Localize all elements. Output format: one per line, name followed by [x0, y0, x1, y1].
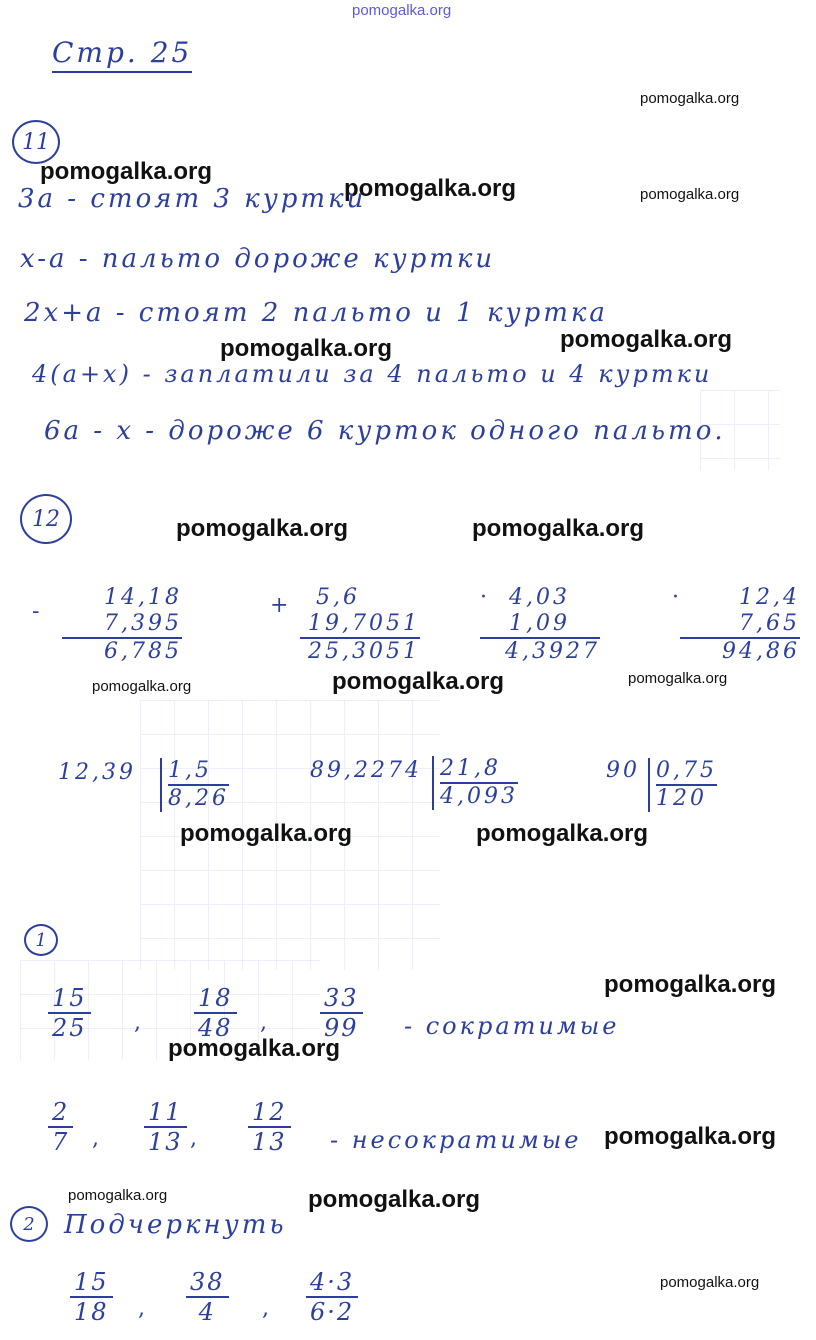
- task11-line: 6a - x - дороже 6 курток одного пальто.: [44, 416, 726, 446]
- watermark: pomogalka.org: [92, 678, 192, 695]
- fraction-numerator: 38: [190, 1268, 225, 1296]
- watermark: pomogalka.org: [344, 175, 517, 202]
- separator: ,: [134, 1010, 141, 1035]
- watermark: pomogalka.org: [604, 971, 777, 998]
- irreducible-label: - несократимые: [330, 1126, 582, 1154]
- separator: ,: [92, 1126, 99, 1151]
- separator: ,: [260, 1010, 267, 1035]
- watermark: pomogalka.org: [220, 335, 393, 362]
- operation-sign: ·: [480, 585, 487, 610]
- fraction-numerator: 15: [74, 1268, 109, 1296]
- fraction-denominator: 13: [148, 1128, 183, 1156]
- division-quotient: 4,093: [440, 784, 518, 809]
- fraction-denominator: 7: [52, 1128, 70, 1156]
- division-box: [648, 758, 717, 812]
- operand: 1,09: [509, 611, 570, 636]
- task-number: 1: [35, 929, 47, 951]
- task11-line: 4(a+x) - заплатили за 4 пальто и 4 куртки: [32, 360, 713, 388]
- fraction-numerator: 2: [52, 1098, 70, 1126]
- page-reference: Стр. 25: [52, 36, 192, 73]
- operand: 4,03: [509, 585, 570, 610]
- watermark: pomogalka.org: [176, 515, 349, 542]
- division-dividend: 89,2274: [310, 758, 422, 783]
- column-operation: [672, 585, 800, 665]
- task11-line: 3a - стоят 3 куртки: [18, 184, 367, 214]
- fraction-denominator: 25: [52, 1014, 87, 1042]
- result: 94,86: [722, 639, 800, 664]
- division-box: [160, 758, 229, 812]
- watermark: pomogalka.org: [640, 186, 740, 203]
- operand: 14,18: [104, 585, 182, 610]
- division-dividend: 90: [606, 758, 640, 783]
- column-operation: [480, 585, 600, 665]
- task11-line: x-a - пальто дороже куртки: [20, 244, 496, 274]
- fraction: [252, 1098, 287, 1156]
- watermark: pomogalka.org: [68, 1187, 168, 1204]
- result: 25,3051: [308, 639, 420, 664]
- watermark: pomogalka.org: [180, 820, 353, 847]
- fraction-denominator: 13: [252, 1128, 287, 1156]
- fraction: [74, 1268, 109, 1326]
- fraction-numerator: 4·3: [310, 1268, 355, 1296]
- fraction: [324, 984, 359, 1042]
- operation-sign: -: [32, 599, 40, 624]
- fraction: [148, 1098, 183, 1156]
- watermark: pomogalka.org: [308, 1186, 481, 1213]
- watermark: pomogalka.org: [604, 1123, 777, 1150]
- operation-sign: +: [270, 593, 289, 618]
- watermark: pomogalka.org: [40, 158, 213, 185]
- watermark: pomogalka.org: [352, 2, 452, 19]
- operation-sign: ·: [672, 585, 679, 610]
- operand: 12,4: [739, 585, 800, 610]
- fraction-numerator: 33: [324, 984, 359, 1012]
- separator: ,: [190, 1126, 197, 1151]
- fraction-denominator: 48: [198, 1014, 233, 1042]
- operand: 7,65: [739, 611, 800, 636]
- task2-text: Подчеркнуть: [64, 1210, 287, 1240]
- fraction-numerator: 11: [148, 1098, 183, 1126]
- fraction-denominator: 4: [198, 1298, 216, 1326]
- fraction-denominator: 99: [324, 1014, 359, 1042]
- watermark: pomogalka.org: [640, 90, 740, 107]
- task-number: 11: [22, 129, 50, 155]
- task-number-circle: [20, 494, 72, 544]
- operand: 5,6: [316, 585, 360, 610]
- column-operation: [270, 585, 420, 665]
- watermark: pomogalka.org: [476, 820, 649, 847]
- division-quotient: 120: [656, 786, 707, 811]
- division-dividend: 12,39: [58, 760, 136, 785]
- division-box: [432, 756, 518, 810]
- column-operation: [32, 585, 182, 665]
- fraction-numerator: 18: [198, 984, 233, 1012]
- task-number: 2: [23, 1213, 35, 1235]
- result: 6,785: [104, 639, 182, 664]
- fraction: [52, 1098, 69, 1156]
- watermark: pomogalka.org: [332, 668, 505, 695]
- task-number-circle: [24, 924, 58, 956]
- watermark: pomogalka.org: [560, 326, 733, 353]
- fraction-numerator: 12: [252, 1098, 287, 1126]
- watermark: pomogalka.org: [628, 670, 728, 687]
- watermark: pomogalka.org: [472, 515, 645, 542]
- result: 4,3927: [505, 639, 600, 664]
- operand: 19,7051: [308, 611, 420, 636]
- fraction: [190, 1268, 225, 1326]
- task11-line: 2x+a - стоят 2 пальто и 1 куртка: [24, 298, 608, 328]
- task-number: 12: [32, 506, 60, 532]
- division-quotient: 8,26: [168, 786, 229, 811]
- fraction: [198, 984, 233, 1042]
- separator: ,: [138, 1296, 145, 1321]
- watermark: pomogalka.org: [660, 1274, 760, 1291]
- fraction-denominator: 6·2: [310, 1298, 355, 1326]
- division-divisor: 21,8: [440, 756, 518, 784]
- fraction: [52, 984, 87, 1042]
- operand: 7,395: [104, 611, 182, 636]
- fraction-numerator: 15: [52, 984, 87, 1012]
- separator: ,: [262, 1296, 269, 1321]
- task-number-circle: [10, 1206, 48, 1242]
- division-divisor: 1,5: [168, 758, 229, 786]
- fraction-denominator: 18: [74, 1298, 109, 1326]
- reducible-label: - сократимые: [404, 1012, 620, 1040]
- fraction: [310, 1268, 354, 1326]
- division-divisor: 0,75: [656, 758, 717, 786]
- watermark: pomogalka.org: [168, 1035, 341, 1062]
